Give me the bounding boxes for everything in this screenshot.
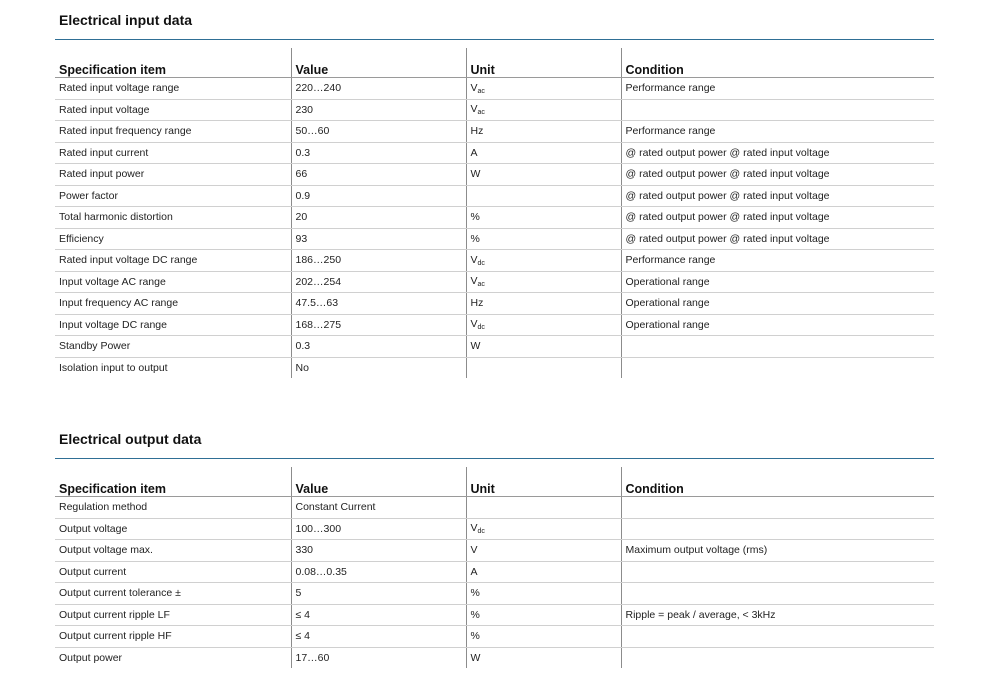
unit-cell: $V_{ac}$: [466, 99, 621, 121]
unit-cell: Hz: [466, 121, 621, 143]
condition-cell: [621, 561, 934, 583]
unit-cell: $V_{ac}$: [466, 78, 621, 100]
input-table-header-row: [55, 48, 934, 78]
unit-cell: $V_{ac}$: [466, 271, 621, 293]
spec-item-cell: Total harmonic distortion: [55, 207, 291, 229]
value-cell: Constant Current: [291, 497, 466, 519]
condition-cell: @ rated output power @ rated input voltage: [621, 164, 934, 186]
spec-item-cell: Output voltage: [55, 518, 291, 540]
condition-cell: [621, 357, 934, 378]
spec-item-cell: Output current tolerance ±: [55, 583, 291, 605]
value-cell: 66: [291, 164, 466, 186]
value-cell: 202…254: [291, 271, 466, 293]
spec-item-cell: Input frequency AC range: [55, 293, 291, 315]
value-cell: 168…275: [291, 314, 466, 336]
value-cell: 220…240: [291, 78, 466, 100]
unit-cell: A: [466, 142, 621, 164]
unit-cell: $V_{dc}$: [466, 250, 621, 272]
table-row: [55, 583, 934, 605]
condition-cell: Operational range: [621, 293, 934, 315]
table-row: [55, 250, 934, 272]
input-section-title: Electrical input data: [59, 12, 193, 28]
value-cell: 47.5…63: [291, 293, 466, 315]
spec-item-cell: Input voltage AC range: [55, 271, 291, 293]
spec-item-cell: Efficiency: [55, 228, 291, 250]
value-cell: 5: [291, 583, 466, 605]
unit-cell: W: [466, 647, 621, 668]
spec-item-cell: Rated input frequency range: [55, 121, 291, 143]
condition-cell: Operational range: [621, 314, 934, 336]
header-specification-item: Specification item: [55, 467, 291, 497]
unit-cell: %: [466, 583, 621, 605]
unit-cell: [466, 497, 621, 519]
unit-cell: W: [466, 336, 621, 358]
condition-cell: @ rated output power @ rated input voltage: [621, 185, 934, 207]
value-cell: 20: [291, 207, 466, 229]
spec-item-cell: Input voltage DC range: [55, 314, 291, 336]
table-row: [55, 293, 934, 315]
header-condition: Condition: [621, 48, 934, 78]
header-condition: Condition: [621, 467, 934, 497]
table-row: [55, 314, 934, 336]
spec-item-cell: Regulation method: [55, 497, 291, 519]
condition-cell: @ rated output power @ rated input voltage: [621, 228, 934, 250]
condition-cell: [621, 647, 934, 668]
condition-cell: @ rated output power @ rated input voltage: [621, 207, 934, 229]
output-title-rule: [55, 458, 934, 459]
unit-cell: Hz: [466, 293, 621, 315]
input-title-rule: [55, 39, 934, 40]
spec-item-cell: Output current: [55, 561, 291, 583]
spec-item-cell: Isolation input to output: [59, 361, 168, 374]
unit-cell: $V_{dc}$: [466, 314, 621, 336]
value-cell: 0.3: [291, 142, 466, 164]
table-row: [55, 604, 934, 626]
unit-cell: V: [466, 540, 621, 562]
value-cell: 50…60: [291, 121, 466, 143]
spec-item-cell: Output current ripple LF: [55, 604, 291, 626]
unit-cell: [466, 185, 621, 207]
table-row: [55, 518, 934, 540]
table-row: [55, 78, 934, 100]
table-row: [55, 185, 934, 207]
header-unit: Unit: [466, 48, 621, 78]
table-row: [55, 540, 934, 562]
unit-cell: [466, 357, 621, 378]
table-row: [55, 626, 934, 648]
value-cell: ≤ 4: [291, 604, 466, 626]
table-row: [55, 647, 934, 668]
value-cell: 17…60: [291, 647, 466, 668]
condition-cell: [621, 583, 934, 605]
condition-cell: [621, 99, 934, 121]
value-cell: 0.3: [291, 336, 466, 358]
table-row: [55, 271, 934, 293]
condition-cell: Ripple = peak / average, < 3kHz: [621, 604, 934, 626]
condition-cell: @ rated output power @ rated input voltage: [621, 142, 934, 164]
condition-cell: [621, 626, 934, 648]
value-cell: 330: [291, 540, 466, 562]
condition-cell: [621, 336, 934, 358]
unit-cell: W: [466, 164, 621, 186]
input-spec-table: [55, 48, 934, 378]
table-row: [55, 357, 934, 378]
spec-item-cell: Output power: [59, 651, 123, 664]
value-cell: 0.08…0.35: [291, 561, 466, 583]
spec-item-cell: Output voltage max.: [55, 540, 291, 562]
header-value: Value: [291, 467, 466, 497]
condition-cell: Operational range: [621, 271, 934, 293]
condition-cell: [621, 518, 934, 540]
value-cell: 186…250: [291, 250, 466, 272]
unit-cell: A: [466, 561, 621, 583]
value-cell: 100…300: [291, 518, 466, 540]
header-specification-item: Specification item: [55, 48, 291, 78]
spec-item-cell: Rated input voltage: [55, 99, 291, 121]
spec-item-cell: Rated input power: [55, 164, 291, 186]
spec-item-cell: Standby Power: [55, 336, 291, 358]
condition-cell: [621, 497, 934, 519]
header-value: Value: [291, 48, 466, 78]
unit-cell: %: [466, 626, 621, 648]
output-section-title: Electrical output data: [59, 431, 202, 447]
spec-item-cell: Rated input voltage range: [55, 78, 291, 100]
table-row: [55, 99, 934, 121]
table-row: [55, 164, 934, 186]
table-row: [55, 336, 934, 358]
spec-item-cell: Rated input voltage DC range: [55, 250, 291, 272]
value-cell: 93: [291, 228, 466, 250]
condition-cell: Performance range: [621, 121, 934, 143]
spec-item-cell: Output current ripple HF: [55, 626, 291, 648]
unit-cell: %: [466, 604, 621, 626]
table-row: [55, 207, 934, 229]
spec-item-cell: Power factor: [55, 185, 291, 207]
table-row: [55, 497, 934, 519]
value-cell: ≤ 4: [291, 626, 466, 648]
header-unit: Unit: [466, 467, 621, 497]
condition-cell: Performance range: [621, 78, 934, 100]
spec-item-cell: Rated input current: [55, 142, 291, 164]
unit-cell: %: [466, 207, 621, 229]
condition-cell: Maximum output voltage (rms): [621, 540, 934, 562]
unit-cell: $V_{dc}$: [466, 518, 621, 540]
output-spec-table: [55, 467, 934, 668]
table-row: [55, 142, 934, 164]
value-cell: 230: [291, 99, 466, 121]
value-cell: No: [291, 357, 466, 378]
unit-cell: %: [466, 228, 621, 250]
table-row: [55, 561, 934, 583]
value-cell: 0.9: [291, 185, 466, 207]
condition-cell: Performance range: [621, 250, 934, 272]
table-row: [55, 121, 934, 143]
output-table-header-row: [55, 467, 934, 497]
table-row: [55, 228, 934, 250]
